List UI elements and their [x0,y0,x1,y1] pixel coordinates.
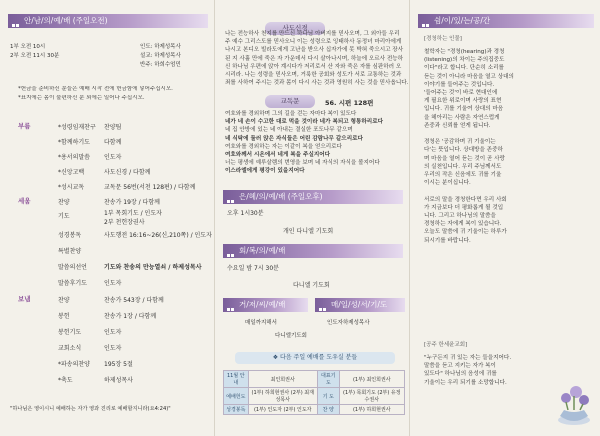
note-2: *표지에는 몸이 불편하신 분 외에는 일어나 주십시오. [18,95,145,101]
order-label: 말씀의선언 [58,264,87,271]
order-label: 말씀후기도 [58,280,87,287]
essay-line: 우리의 작은 신음에도 귀를 기울 [424,172,502,179]
order-label: *축도 [58,377,73,384]
essay-line: 경청은 '공감하며 귀 기울이는 [424,139,496,146]
group-tag-stand: 세움 [18,197,31,205]
essay-line [424,130,594,138]
header-label: 거/저/씨/예/배 [239,300,286,309]
creed-line: 된 지 사흘 만에 죽은 자 가운데서 다시 살아나시며, 하늘에 오르사 전능하 [225,55,404,62]
table-cell: 최인희권사 [248,371,317,388]
diamond-icon: ❖ [272,354,281,361]
quote-line: "누구든지 귀 있는 자는 들을지어다. [424,355,512,361]
quote-line: 있도다" 하나님의 음성에 귀를 [424,371,497,378]
reading-line: 여호와를 경외하는 자는 이같이 복을 얻으리로다 [225,143,342,150]
order-value: 교독문 56번(서천 128편) / 다함께 [104,184,196,191]
essay-line: 철학자는 "경청(hearing)과 경청 [424,49,505,55]
header-label: 은/혜/의/예/배 (주일오후) [239,192,323,201]
section-header-friday [223,298,308,312]
creed-line: 죄를 사하여 주시는 것과 몸이 다시 사는 것과 영원히 사는 것을 믿사옵니다. [225,80,409,87]
group-tag-call: 부름 [18,122,31,130]
responsive-subtitle: 56. 시편 128편 [325,99,374,107]
order-value: 찬송가 1장 / 다함께 [104,313,157,320]
header-label: 회/복/의/예/배 [239,246,286,255]
order-label: *용서의말씀 [58,154,90,161]
order-label: *신앙고백 [58,169,85,176]
essay-line: 게 필요한 위로이며 사랑의 표현 [424,98,502,105]
order-label: 찬양 [58,297,70,304]
bullet-dots-icon [227,248,235,254]
order-value: 1부 목회기도 / 인도자 [104,210,162,217]
middle-panel [215,0,410,436]
section-header-afternoon [223,190,403,204]
essay-body [424,48,594,245]
order-label: 성경봉독 [58,232,82,239]
dawn-item: 매일까지해서 [245,320,277,326]
quote-body [424,354,554,387]
table-cell: 11월 안내 [224,371,249,388]
order-value: 사도행전 16:16~26(신,210쪽) / 인도자 [104,232,212,239]
table-cell: (1부) 하희현권사 (2부) 최재성목사 [248,388,317,405]
order-label: 기도 [58,213,70,220]
essay-line: 을 헤아리는 사람은 자연스럽게 [424,114,500,121]
schedule-time-1: 1부 오전 10시 [10,44,46,50]
helpers-table [223,370,405,415]
table-cell: 예배헌도 [224,388,249,405]
table-row [224,405,405,415]
essay-line: 니다. 그리고 하나님의 말씀을 [424,213,496,220]
essay-line: 오늘도 말씀에 귀 기울이는 하루가 [424,229,507,236]
header-label: 쉼/이/있/는/공/간 [434,16,491,25]
order-value: 다함께 [104,139,122,146]
order-value: 하제성목사 [104,377,133,384]
creed-line: 시리라. 나는 성령을 믿사오며, 거룩한 공회와 성도가 서로 교통하는 것과 [225,72,402,79]
essay-line: 며 마음을 열어 듣는 것이 곧 사랑 [424,155,505,162]
essay-line: (listening)의 차이는 주의집중도 [424,57,505,64]
reading-line: 여호와께서 시온에서 네게 복을 주실지어다 [225,152,331,159]
help-title [235,352,395,364]
table-cell: (1부) 하희현권사 [339,405,404,415]
essay-line: 이야기를 들어주는 것입니다. [424,81,495,88]
essay-line: 다'는 뜻입니다. 상대방을 존중하 [424,147,503,154]
flower-pot-icon [550,380,598,428]
essay-line: 입니다. 귀를 기울여 상대의 마음 [424,106,504,113]
quote-line: 말씀을 듣고 지키는 자가 복이 [424,363,496,370]
order-value: 인도자 [104,329,122,336]
essay-label: [경청하는 인물] [424,36,462,42]
essay-line: 이다"라고 합니다. 단순히 소리를 [424,65,504,72]
order-value: 사도신경 / 다함께 [104,169,151,176]
order-value: 195장 5절 [104,361,133,368]
order-label: *성시교독 [58,184,85,191]
order-label: 교회소식 [58,345,82,352]
schedule-role-3: 반주: 하희수엄민 [140,62,181,68]
dawn-item: 인도자하제성목사 [327,320,370,326]
order-value: 인도자 [104,345,122,352]
reading-line: 네가 네 손이 수고한 대로 먹을 것이라 네가 복되고 형통하리로다 [225,119,384,126]
note-1: *헌금을 준비하신 분들은 예배 시작 전에 헌금함에 넣어주십시오. [18,86,173,92]
section-header-morning [8,14,208,28]
order-label: *파송의찬양 [58,361,90,368]
table-cell: 대표기도 [317,371,339,388]
schedule-time-2: 2부 오전 11시 30분 [10,53,60,59]
responsive-reading [225,110,405,176]
essay-line: 존중과 신뢰를 얻게 됩니다. [424,122,491,129]
schedule-role-2: 설교: 하제성목사 [140,53,181,59]
bullet-dots-icon [12,18,20,24]
order-value: 찬송가 19장 / 다함께 [104,199,160,206]
footer-verse: "하나님은 영이시니 예배하는 자가 영과 진리로 예배할지니라(요4:24)" [10,406,171,412]
reading-line: 이스라엘에게 평강이 있을지어다 [225,168,305,175]
quote-line: 기울이는 우리 되기를 소망합니다. [424,379,507,386]
essay-line: 경청하는 자에게 복이 있습니다. [424,221,502,228]
creed-line: 나시고 본디오 빌라도에게 고난을 받으사 십자가에 못 박혀 죽으시고 장사 [225,47,404,54]
order-label: 봉헌 [58,313,70,320]
order-value: 2부 천헌장권사 [104,219,145,226]
reading-line: 너는 평생에 예루살렘의 번영을 보며 네 자식의 자식을 볼지어다 [225,160,380,167]
creed-title: 사도신경 [265,22,325,35]
bullet-dots-icon [319,302,327,308]
wed-note: 다니엘 기도회 [293,282,330,289]
pm-note: 개인 다니엘 기도회 [283,228,334,235]
order-label: *성령임재찬구 [58,124,96,131]
essay-line: 되시기를 바랍니다. [424,237,471,244]
help-title-text: 다음 주일 예배를 도우실 분들 [280,354,358,361]
table-cell: 성경봉독 [224,405,249,415]
header-label: 안/남/의/예/배 (주일오전) [24,16,108,25]
left-panel [0,0,215,436]
table-cell: (1부) 인도자 (2부) 인도자 [248,405,317,415]
wed-time: 수요일 밤 7시 30분 [227,265,279,272]
essay-line: 가 지금보다 더 평화롭게 될 것입 [424,204,504,211]
responsive-title: 교독문 [265,95,315,108]
bullet-dots-icon [227,302,235,308]
reading-line: 네 집 안방에 있는 네 아내는 결실한 포도나무 같으며 [225,127,353,134]
reading-line: 네 식탁에 둘러 앉은 자식들은 어린 감람나무 같으리로다 [225,135,363,142]
order-label: 특별찬양 [58,248,82,255]
section-header-wednesday [223,244,403,258]
creed-line: 신 하나님 우편에 앉아 계시다가 저리로서 산 자와 죽은 자를 심판하러 오 [225,63,402,70]
creed-line: 주 예수 그리스도를 믿사오니 이는 성령으로 잉태하사 동정녀 마리아에게 [225,39,402,46]
table-cell: (1부) 최인희권사 [339,371,404,388]
table-cell: (1부) 목회기도 (2부) 유정수권사 [339,388,404,405]
section-header-dawn [315,298,405,312]
essay-line: 이시는 분이십니다. [424,180,471,187]
pm-time: 오후 1시30분 [227,210,264,217]
bullet-dots-icon [227,194,235,200]
essay-line: 서로의 말을 경청한다면 우리 사회 [424,196,507,203]
order-label: *함께하기도 [58,139,90,146]
creed-line: 나는 전능하사 천지를 만드신 하나님 아버지를 믿사오며, 그 외아들 우리 [225,31,400,37]
quote-label: [공주 한세윤교회] [424,342,468,348]
schedule-role-1: 인도: 하제성목사 [140,44,181,50]
table-row [224,371,405,388]
order-label: 봉헌기도 [58,329,82,336]
creed-text [225,30,409,87]
group-tag-send: 보냄 [18,295,31,303]
order-value: 찬양팀 [104,124,122,131]
essay-line: 의 실천입니다. 우리 주님께서도 [424,163,502,170]
order-value: 인도자 [104,280,122,287]
table-row [224,388,405,405]
reading-line: 여호와를 경외하며 그의 길을 걷는 자마다 복이 있도다 [225,111,357,117]
dawn-item: 다니엘기도회 [275,333,307,339]
essay-line: '들어주는 것'이 바로 현대인에 [424,90,498,97]
order-label: 찬양 [58,199,70,206]
sermon-title: 기도와 찬송의 만능열쇠 / 하제성목사 [104,264,202,271]
order-value: 찬송가 543장 / 다함께 [104,297,164,304]
table-cell: 찬 양 [317,405,339,415]
header-label: 매/일/성/서/기/도 [331,300,388,309]
bullet-dots-icon [422,18,430,24]
table-cell: 기 도 [317,388,339,405]
order-value: 인도자 [104,154,122,161]
essay-line [424,187,594,195]
essay-line: 듣는 것이 아니라 마음을 열고 상대의 [424,73,514,80]
section-header-rest [418,14,594,28]
right-panel [410,0,600,436]
